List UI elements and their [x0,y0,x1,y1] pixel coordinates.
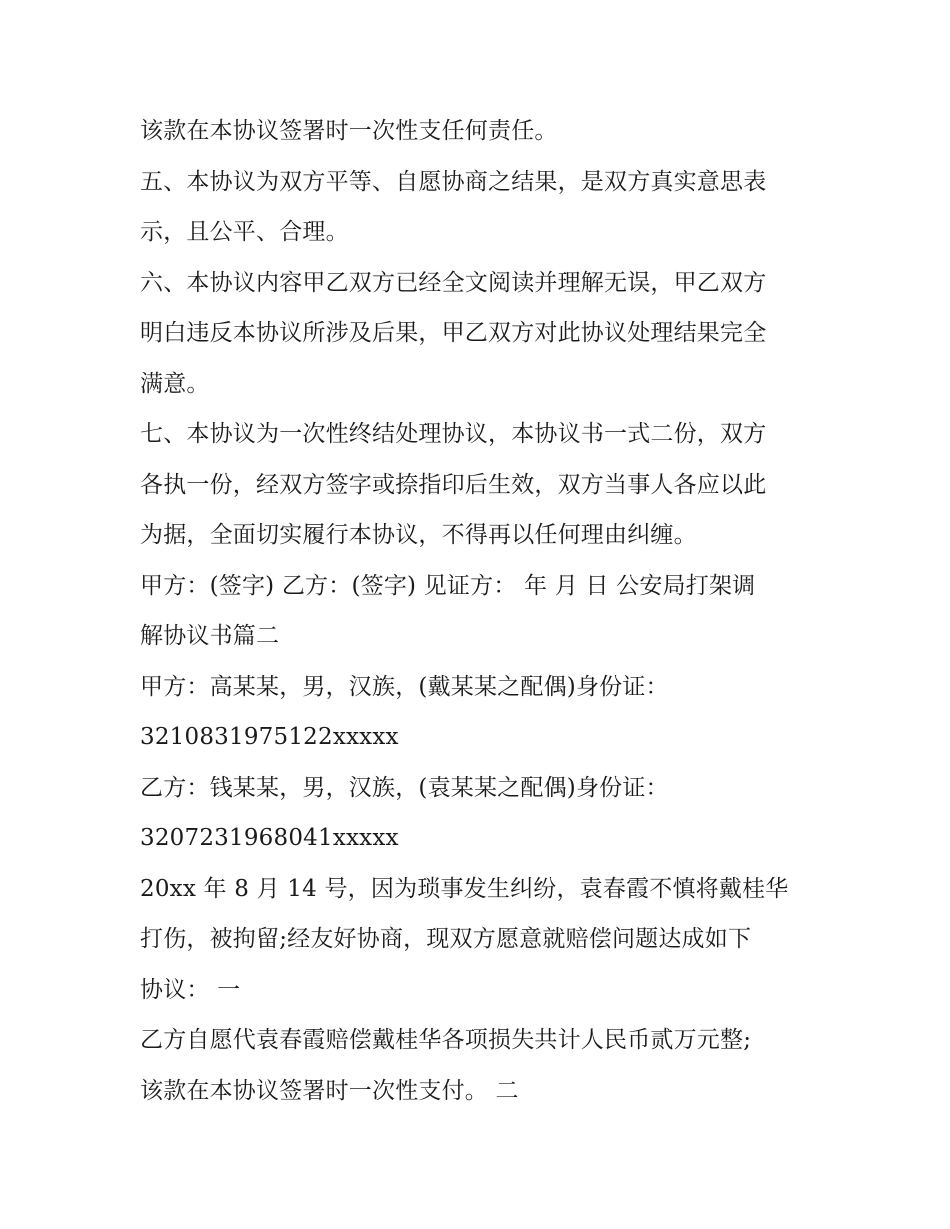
document-body [140,106,820,1116]
party-b-id: 3207231968041xxxxx [140,825,399,851]
text-line: 示，且公平、合理。 [140,219,349,245]
text-line: 七、本协议为一次性终结处理协议，本协议书一式二份，双方 [140,421,767,447]
text-line: 为据，全面切实履行本协议，不得再以任何理由纠缠。 [140,522,697,548]
text-line: 满意。 [140,370,210,397]
party-b-line: 乙方：钱某某，男，汉族，(袁某某之配偶)身份证： [140,774,669,801]
text-line: 协议： 一 [140,976,241,1003]
text-line: 乙方自愿代袁春霞赔偿戴桂华各项损失共计人民币贰万元整; [140,1027,752,1053]
text-line: 五、本协议为双方平等、自愿协商之结果，是双方真实意思表 [140,168,767,195]
party-a-line: 甲方：高某某，男，汉族，(戴某某之配偶)身份证： [140,673,669,700]
text-line: 各执一份，经双方签字或捺指印后生效，双方当事人各应以此 [140,471,767,498]
text-line: 明白违反本协议所涉及后果，甲乙双方对此协议处理结果完全 [140,320,767,346]
text-line: 六、本协议内容甲乙双方已经全文阅读并理解无误，甲乙双方 [140,269,767,296]
text-line: 该款在本协议签署时一次性支任何责任。 [140,118,558,144]
party-a-id: 3210831975122xxxxx [140,724,399,750]
text-line: 打伤，被拘留;经友好协商，现双方愿意就赔偿问题达成如下 [140,926,752,952]
text-line: 该款在本协议签署时一次性支付。 二 [140,1077,519,1104]
text-line: 20xx 年 8 月 14 号，因为琐事发生纠纷，袁春霞不慎将戴桂华 [140,875,789,902]
section-title: 解协议书篇二 [140,623,280,649]
signature-line: 甲方：(签字) 乙方：(签字) 见证方： 年 月 日 公安局打架调 [140,572,756,599]
